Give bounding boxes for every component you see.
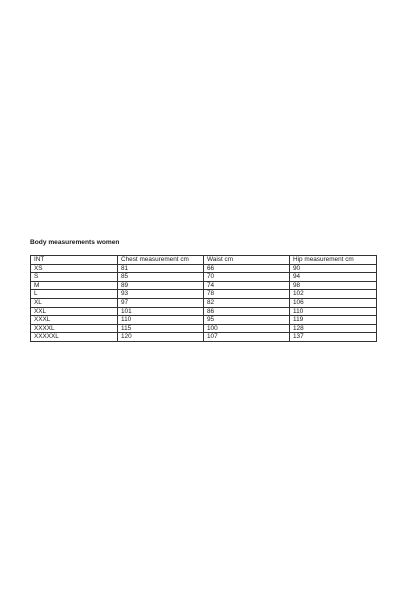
size-cell: XXXL [31, 316, 118, 325]
waist-cell: 70 [204, 273, 290, 282]
chest-cell: 101 [118, 307, 204, 316]
waist-cell: 100 [204, 324, 290, 333]
hip-cell: 137 [290, 333, 377, 342]
table-row [31, 281, 377, 290]
chest-cell: 85 [118, 273, 204, 282]
hip-cell: 128 [290, 324, 377, 333]
table-row [31, 264, 377, 273]
waist-cell: 95 [204, 316, 290, 325]
table-row [31, 298, 377, 307]
waist-cell: 78 [204, 290, 290, 299]
hip-cell: 94 [290, 273, 377, 282]
hip-cell: 98 [290, 281, 377, 290]
hip-cell: 106 [290, 298, 377, 307]
size-cell: XXL [31, 307, 118, 316]
table-row [31, 333, 377, 342]
size-cell: L [31, 290, 118, 299]
size-table [30, 255, 377, 342]
header-hip: Hip measurement cm [290, 256, 377, 265]
size-cell: XXXXL [31, 324, 118, 333]
size-cell: S [31, 273, 118, 282]
waist-cell: 74 [204, 281, 290, 290]
hip-cell: 90 [290, 264, 377, 273]
table-row [31, 307, 377, 316]
size-cell: M [31, 281, 118, 290]
hip-cell: 102 [290, 290, 377, 299]
header-int: INT [31, 256, 118, 265]
waist-cell: 86 [204, 307, 290, 316]
size-cell: XS [31, 264, 118, 273]
table-row [31, 316, 377, 325]
hip-cell: 119 [290, 316, 377, 325]
table-row [31, 324, 377, 333]
header-waist: Waist cm [204, 256, 290, 265]
table-heading: Body measurements women [30, 239, 120, 246]
table-header-row [31, 256, 377, 265]
chest-cell: 81 [118, 264, 204, 273]
header-chest: Chest measurement cm [118, 256, 204, 265]
chest-cell: 120 [118, 333, 204, 342]
chest-cell: 115 [118, 324, 204, 333]
waist-cell: 107 [204, 333, 290, 342]
size-cell: XL [31, 298, 118, 307]
waist-cell: 82 [204, 298, 290, 307]
size-cell: XXXXXL [31, 333, 118, 342]
hip-cell: 110 [290, 307, 377, 316]
chest-cell: 110 [118, 316, 204, 325]
table-row [31, 273, 377, 282]
chest-cell: 93 [118, 290, 204, 299]
chest-cell: 89 [118, 281, 204, 290]
chest-cell: 97 [118, 298, 204, 307]
waist-cell: 66 [204, 264, 290, 273]
table-row [31, 290, 377, 299]
